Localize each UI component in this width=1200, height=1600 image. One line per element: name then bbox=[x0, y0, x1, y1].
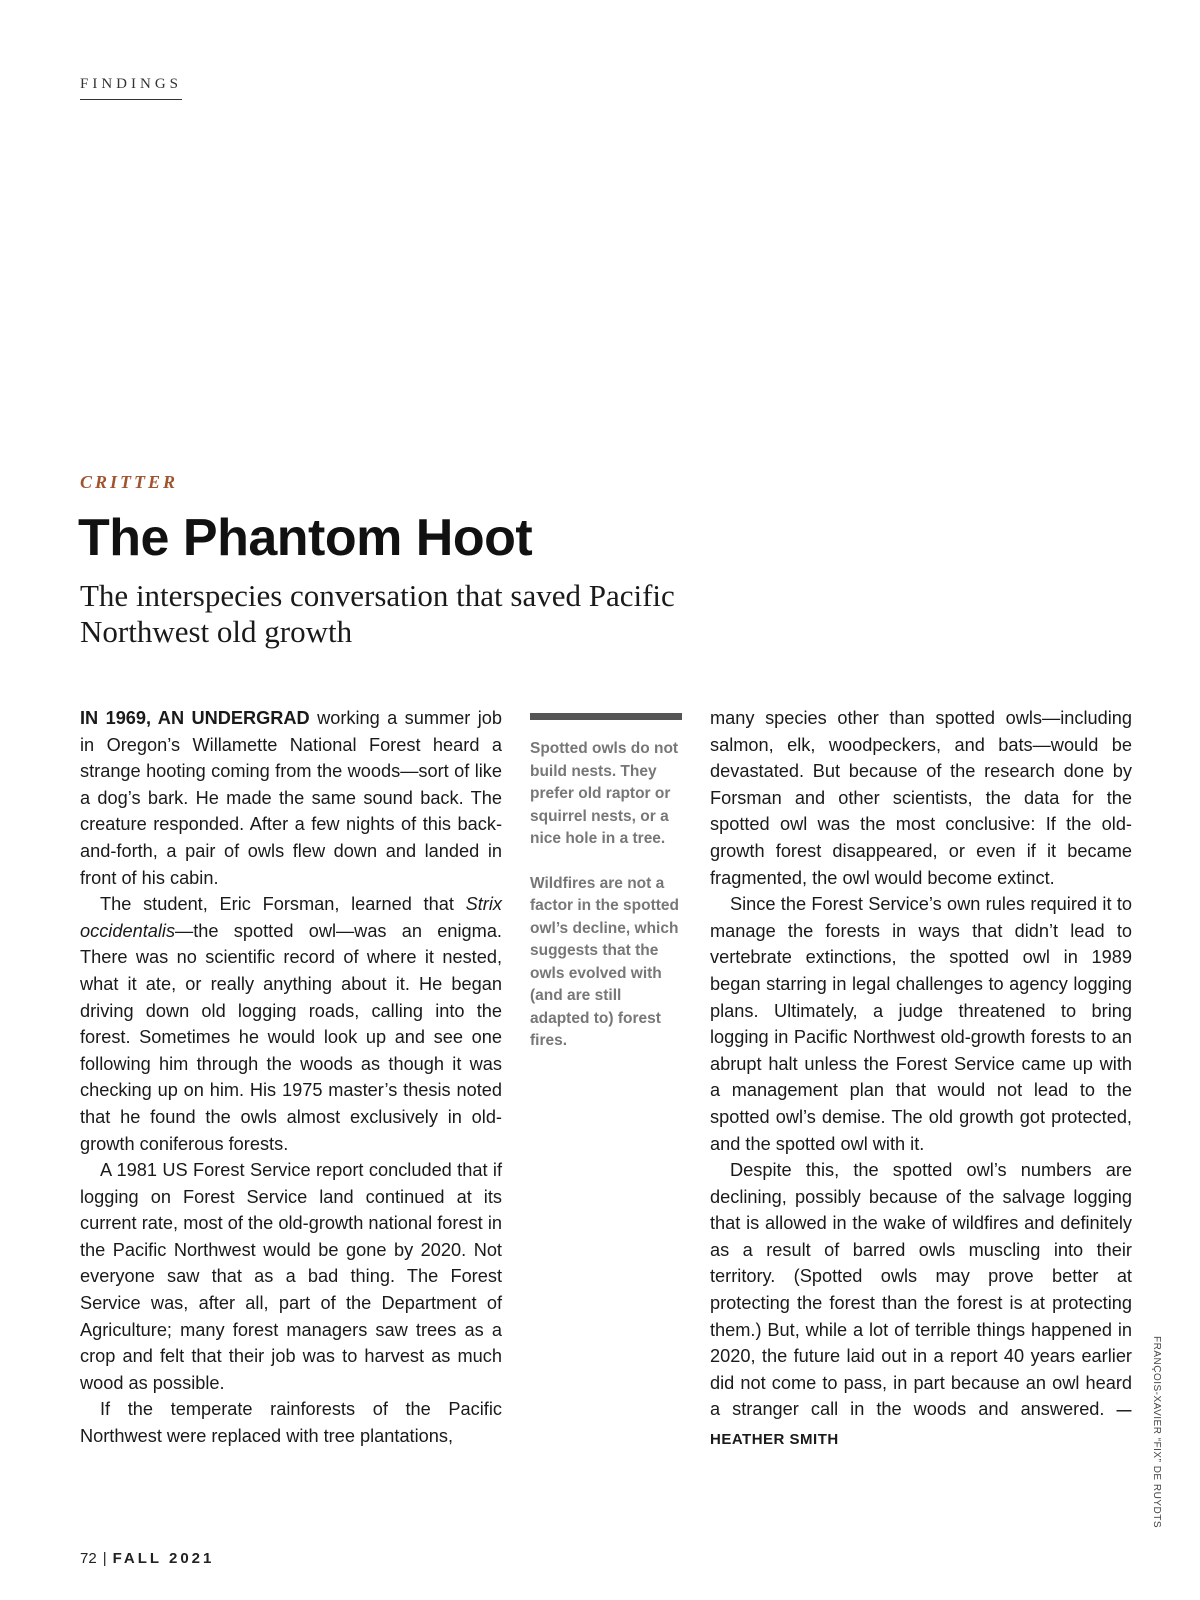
article-kicker: CRITTER bbox=[80, 472, 179, 492]
sidebar-note-1: Spotted owls do not build nests. They prefer old raptor or squirrel nests, or a nice hole in a tree. bbox=[530, 740, 679, 847]
body-paragraph-5: Since the Forest Service’s own rules required it to manage the forests in ways that didn’t lead to vertebrate extinctions, the spotted owl in 1989 began starring in legal challenges to agency logging plans. Ultimately, a judge threatened to bring logging in Pacific Northwest old-growth forests to an abrupt halt unless the Forest Service came up with a management plan that would not lead to the spotted owl’s demise. The old growth got protected, and the spotted owl with it. bbox=[710, 894, 1132, 1154]
issue-label: FALL 2021 bbox=[112, 1550, 215, 1567]
body-paragraph-1 bbox=[80, 705, 502, 891]
paragraph-text: Despite this, the spotted owl’s numbers are declining, possibly because of the salvage logging that is allowed in the wake of wildfires and definitely as a result of barred owls muscling into their territory. (Spotted owls may prove better at protecting the forest than the forest is at protecting them.) But, while a lot of terrible things happened in 2020, the future laid out in a report 40 years earlier did not come to pass, in part because an owl heard a stranger call in the woods and answered. bbox=[710, 1160, 1132, 1420]
footer-separator: | bbox=[102, 1550, 107, 1567]
species-name: Strix occidentalis bbox=[80, 894, 502, 941]
paragraph-text: working a summer job in Oregon’s Willamette National Forest heard a strange hooting coming from the woods—sort of like a dog’s bark. He made the same sound back. The creature responded. After a few nights of this back-and-forth, a pair of owls flew down and landed in front of his cabin. bbox=[80, 708, 502, 888]
body-column-left bbox=[80, 705, 502, 1450]
article-subtitle: The interspecies conversation that saved Pacific Northwest old growth bbox=[80, 578, 675, 649]
sidebar-note-2: Wildfires are not a factor in the spotted owl’s decline, which suggests that the owls evolved with (and are still adapted to) forest fires. bbox=[530, 874, 679, 1049]
paragraph-text: The student, Eric Forsman, learned that bbox=[100, 894, 466, 915]
lede: IN 1969, AN UNDERGRAD bbox=[80, 708, 310, 728]
byline: —HEATHER SMITH bbox=[710, 1402, 1132, 1449]
paragraph-text: —the spotted owl—was an enigma. There was no scientific record of where it nested, what it ate, or really anything about it. He began driving down old logging roads, calling into the forest. Sometimes he would look up and see one following him through the woods as though it was checking up on him. His 1975 master’s thesis noted that he found the owls almost exclusively in old-growth coniferous forests. bbox=[80, 920, 502, 1154]
body-column-right bbox=[710, 705, 1132, 1454]
page-footer bbox=[80, 1550, 214, 1567]
photo-credit: FRANÇOIS-XAVIER “FIX” DE RUYDTS bbox=[1151, 1336, 1162, 1528]
section-label: FINDINGS bbox=[80, 76, 182, 100]
body-paragraph-2 bbox=[80, 891, 502, 1157]
sidebar-facts bbox=[530, 713, 682, 1075]
page-number: 72 bbox=[80, 1550, 97, 1567]
body-paragraph-3: A 1981 US Forest Service report concluded that if logging on Forest Service land continued at its current rate, most of the old-growth national forest in the Pacific Northwest would be gone by 2020. Not everyone saw that as a bad thing. The Forest Service was, after all, part of the Department of Agriculture; many forest managers saw trees as a crop and felt that their job was to harvest as much wood as possible. bbox=[80, 1160, 502, 1393]
body-paragraph-4-continued: many species other than spotted owls—including salmon, elk, woodpeckers, and bats—would be devastated. But because of the research done by Forsman and other scientists, the data for the spotted owl was the most conclusive: If the old-growth forest disappeared, or even if it became fragmented, the owl would become extinct. bbox=[710, 708, 1132, 888]
article-title: The Phantom Hoot bbox=[78, 509, 533, 567]
body-paragraph-6 bbox=[710, 1157, 1132, 1454]
body-paragraph-4: If the temperate rainforests of the Pacific Northwest were replaced with tree plantations, bbox=[80, 1399, 502, 1447]
